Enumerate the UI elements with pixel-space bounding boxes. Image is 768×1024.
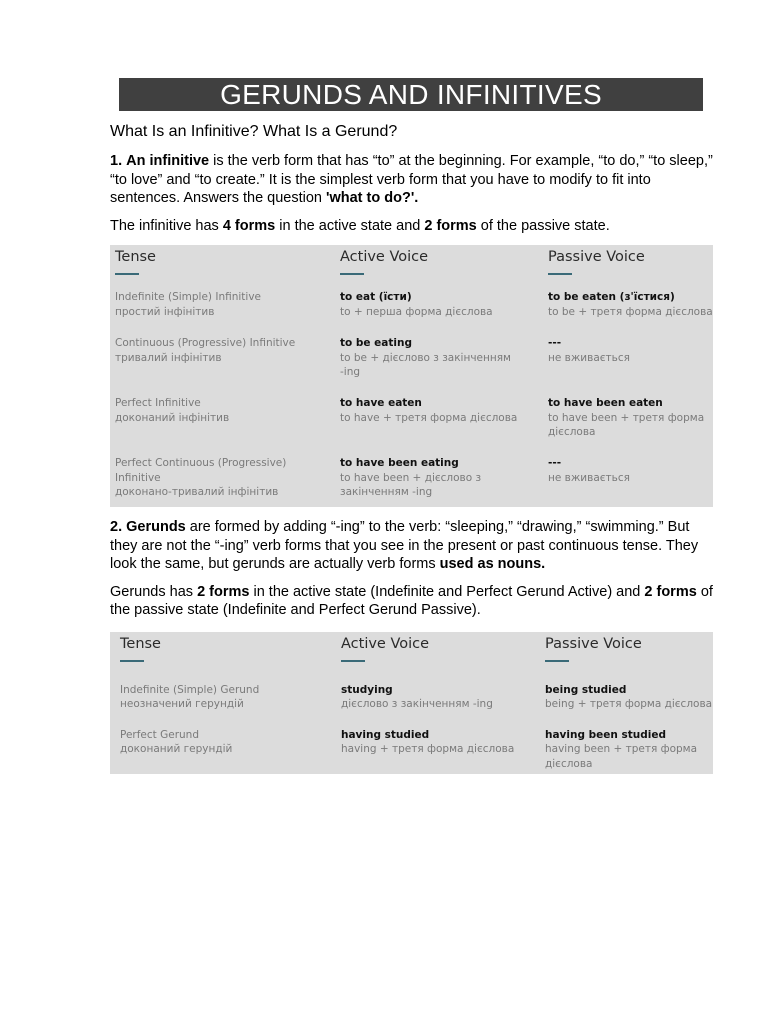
header-underline <box>548 273 572 275</box>
table-header-active-voice: Active Voice <box>341 635 430 652</box>
document-page <box>110 78 715 774</box>
table-cell-active <box>340 396 517 425</box>
text-span: of the passive state (Indefinite and Perfect Gerund Passive). <box>110 583 713 618</box>
verb-form: --- <box>548 337 562 349</box>
verb-form: to eat (їсти) <box>340 291 412 303</box>
text-span: The infinitive has <box>110 217 223 234</box>
verb-form: to have been eating <box>340 457 459 469</box>
page-title: GERUNDS AND INFINITIVES <box>119 78 703 111</box>
tense-line: неозначений герундій <box>120 698 244 710</box>
text-span: in the active state and <box>275 217 425 234</box>
table-cell-passive <box>548 456 630 485</box>
table-cell-tense <box>115 290 261 319</box>
verb-form: to have eaten <box>340 397 422 409</box>
text-span: in the active state (Indefinite and Perfect Gerund Active) and <box>249 583 645 600</box>
verb-form: studying <box>341 683 393 696</box>
tense-line: простий інфінітив <box>115 305 215 318</box>
tense-line: Perfect Gerund <box>120 728 200 741</box>
header-underline <box>115 273 139 275</box>
paragraph-gerund-forms <box>110 583 715 620</box>
form-rule: дієслова <box>548 426 596 438</box>
form-rule: having + третя форма дієслова <box>341 743 515 755</box>
verb-form: to be eating <box>340 337 412 349</box>
question-text: 'what to do?'. <box>326 190 419 206</box>
paragraph-text: are formed by adding “-ing” to the verb: “sleeping,” “drawing,” “swimming.” But they are not the “-ing” verb forms that you see in the present or past continuous tense. They look the same, but gerunds are actually verb forms <box>110 519 699 572</box>
table-cell-tense <box>120 683 259 712</box>
table-cell-active <box>341 728 514 757</box>
tense-line: тривалий інфінітив <box>115 351 222 364</box>
table-cell-tense <box>120 728 232 757</box>
term-infinitive: An infinitive <box>126 153 210 169</box>
tense-line: Indefinite (Simple) Infinitive <box>115 291 262 303</box>
tense-line: доконаний герундій <box>120 743 233 755</box>
form-rule: не вживається <box>548 351 630 364</box>
table-cell-tense <box>115 456 286 500</box>
gerund-table <box>110 632 713 774</box>
verb-form: having been studied <box>545 728 667 741</box>
tense-line: Perfect Continuous (Progressive) <box>115 457 287 469</box>
form-rule: закінченням -ing <box>340 486 433 498</box>
tense-line: Continuous (Progressive) Infinitive <box>115 337 296 349</box>
table-cell-active <box>340 290 493 319</box>
form-rule: to have been + третя форма <box>548 411 705 424</box>
verb-form: having studied <box>341 728 430 741</box>
list-number: 2. <box>110 519 123 535</box>
paragraph-infinitive-forms <box>110 217 715 236</box>
header-underline <box>341 660 365 662</box>
form-rule: to have been + дієслово з <box>340 471 482 484</box>
table-cell-passive <box>548 336 630 365</box>
text-span: Gerunds has <box>110 583 198 600</box>
infinitive-table <box>110 245 713 507</box>
table-cell-active <box>340 456 481 500</box>
form-rule: being + третя форма дієслова <box>545 698 713 710</box>
form-rule: to be + дієслово з закінченням <box>340 351 511 364</box>
form-rule: to + перша форма дієслова <box>340 305 493 318</box>
table-header-passive-voice: Passive Voice <box>548 249 645 265</box>
form-rule: having been + третя форма <box>545 743 698 755</box>
tense-line: доконано-тривалий інфінітив <box>115 486 279 498</box>
emphasis-forms-active: 2 forms <box>197 583 250 600</box>
emphasis-forms-passive: 2 forms <box>424 217 477 234</box>
form-rule: дієслово з закінченням -ing <box>341 698 493 710</box>
table-header-tense: Tense <box>115 249 156 265</box>
form-rule: to have + третя форма дієслова <box>340 411 518 424</box>
form-rule: -ing <box>340 366 361 378</box>
section-subtitle: What Is an Infinitive? What Is a Gerund? <box>110 123 398 140</box>
paragraph-text: is the verb form that has “to” at the beginning. For example, “to do,” “to sleep,” “to love” and “to create.” It is the simplest verb form that you have to modify to fit into sentences. Answers the question <box>110 153 713 206</box>
tense-line: Indefinite (Simple) Gerund <box>120 683 260 696</box>
table-header-passive-voice: Passive Voice <box>545 635 642 652</box>
emphasis-nouns: used as nouns. <box>439 556 546 572</box>
table-cell-passive <box>545 683 712 712</box>
table-cell-active <box>340 336 511 380</box>
emphasis-forms-active: 4 forms <box>222 217 276 234</box>
text-span: of the passive state. <box>476 217 610 234</box>
list-number: 1. <box>110 153 123 169</box>
table-cell-passive <box>548 396 704 440</box>
emphasis-forms-passive: 2 forms <box>644 583 697 600</box>
table-header-tense: Tense <box>120 635 161 652</box>
table-cell-passive <box>545 728 697 772</box>
table-cell-active <box>341 683 493 712</box>
paragraph-gerund <box>110 518 715 574</box>
form-rule: дієслова <box>545 757 593 770</box>
verb-form: to be eaten (з'їстися) <box>548 291 675 303</box>
verb-form: --- <box>548 457 562 469</box>
header-underline <box>120 660 144 662</box>
verb-form: being studied <box>545 683 627 696</box>
paragraph-infinitive <box>110 152 715 208</box>
header-underline <box>340 273 364 275</box>
header-underline <box>545 660 569 662</box>
form-rule: to be + третя форма дієслова <box>548 305 713 318</box>
table-cell-tense <box>115 336 295 365</box>
tense-line: Infinitive <box>115 471 161 484</box>
verb-form: to have been eaten <box>548 397 663 409</box>
table-header-active-voice: Active Voice <box>340 249 429 265</box>
table-cell-tense <box>115 396 229 425</box>
table-cell-passive <box>548 290 713 319</box>
form-rule: не вживається <box>548 471 630 484</box>
term-gerund: Gerunds <box>126 519 186 535</box>
tense-line: Perfect Infinitive <box>115 397 201 409</box>
tense-line: доконаний інфінітив <box>115 411 230 424</box>
